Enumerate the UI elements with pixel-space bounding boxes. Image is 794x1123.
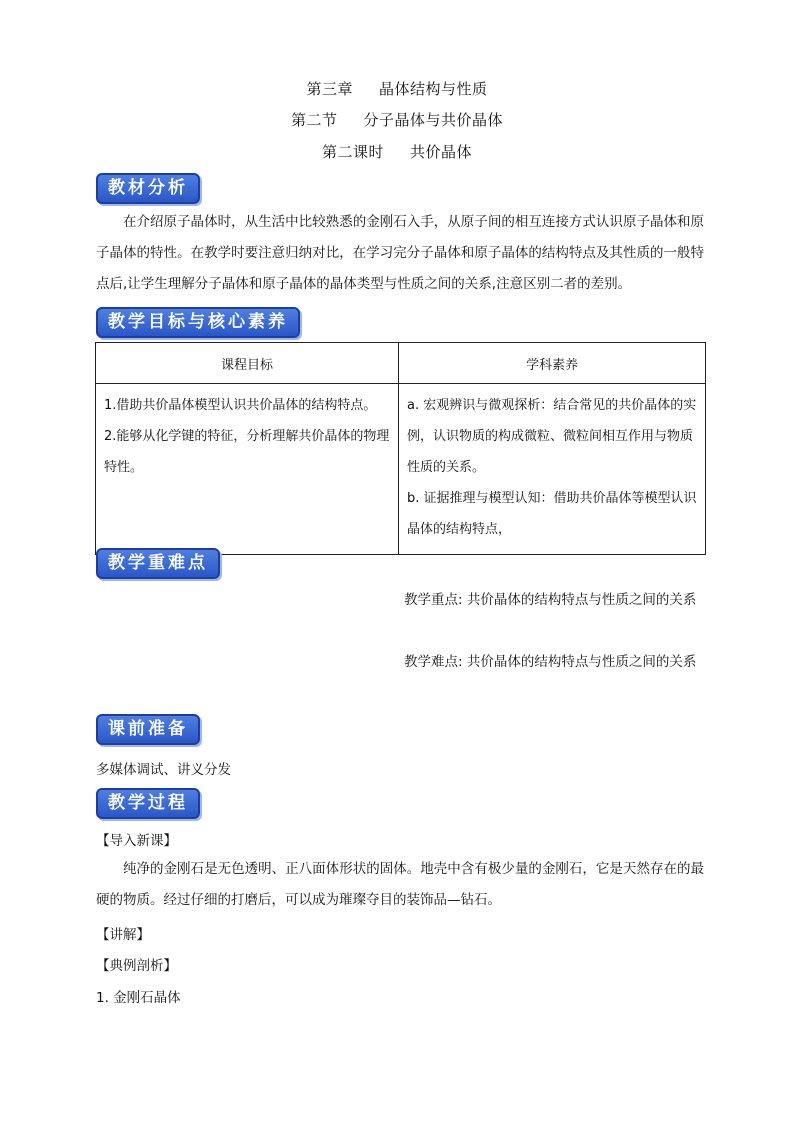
literacy-item: b. 证据推理与模型认知：借助共价晶体等模型认识晶体的结构特点， — [407, 491, 697, 537]
goals-table — [95, 342, 706, 555]
course-goals-header: 课程目标 — [96, 343, 399, 384]
intro-heading: 【导入新课】 — [96, 833, 177, 849]
lesson-heading — [0, 141, 794, 162]
prep-badge: 课前准备 — [96, 714, 200, 745]
example-heading: 【典例剖析】 — [96, 958, 177, 974]
material-analysis-badge: 教材分析 — [96, 173, 200, 204]
table-row — [96, 384, 706, 555]
prep-text: 多媒体调试、讲义分发 — [96, 762, 231, 778]
section-label: 第二节 — [290, 111, 338, 129]
subject-literacy-cell — [399, 384, 706, 555]
lesson-title: 共价晶体 — [410, 143, 473, 161]
focus-label: 教学重点: — [404, 592, 463, 608]
difficulty-label: 教学难点: — [404, 654, 463, 670]
subject-literacy-header: 学科素养 — [399, 343, 706, 384]
chapter-heading — [0, 78, 794, 99]
material-analysis-text: 在介绍原子晶体时，从生活中比较熟悉的金刚石入手，从原子间的相互连接方式认识原子晶体和原子晶体的特性。在教学时要注意归纳对比，在学习完分子晶体和原子晶体的结构特点及其性质的一般特点后,让学生理解分子晶体和原子晶体的晶体类型与性质之间的关系,注意区别二者的差别。 — [96, 214, 704, 292]
item-1: 1. 金刚石晶体 — [96, 990, 181, 1006]
table-header-row — [96, 343, 706, 384]
focus-text: 共价晶体的结构特点与性质之间的关系 — [466, 592, 697, 608]
literacy-item: a. 宏观辨识与微观探析：结合常见的共价晶体的实例，认识物质的构成微粒、微粒间相互作用与物质性质的关系。 — [407, 398, 697, 475]
course-goals-cell — [96, 384, 399, 555]
difficulty-text: 共价晶体的结构特点与性质之间的关系 — [466, 654, 697, 670]
chapter-label: 第三章 — [306, 80, 353, 98]
teaching-difficulty — [404, 647, 704, 678]
teaching-focus — [404, 585, 704, 616]
section-heading — [0, 109, 794, 130]
lesson-label: 第二课时 — [321, 143, 384, 161]
intro-text: 纯净的金刚石是无色透明、正八面体形状的固体。地壳中含有极少量的金刚石，它是天然存在的最硬的物质。经过仔细的打磨后，可以成为璀璨夺目的装饰品—钻石。 — [96, 861, 704, 908]
process-badge: 教学过程 — [96, 788, 200, 819]
explain-heading: 【讲解】 — [96, 927, 150, 943]
chapter-title: 晶体结构与性质 — [379, 80, 488, 98]
goal-item: 1.借助共价晶体模型认识共价晶体的结构特点。 — [104, 398, 377, 413]
goals-badge: 教学目标与核心素养 — [96, 307, 300, 338]
section-title: 分子晶体与共价晶体 — [363, 111, 504, 129]
goal-item: 2.能够从化学键的特征，分析理解共价晶体的物理特性。 — [104, 429, 390, 475]
key-points-badge: 教学重难点 — [96, 548, 220, 579]
